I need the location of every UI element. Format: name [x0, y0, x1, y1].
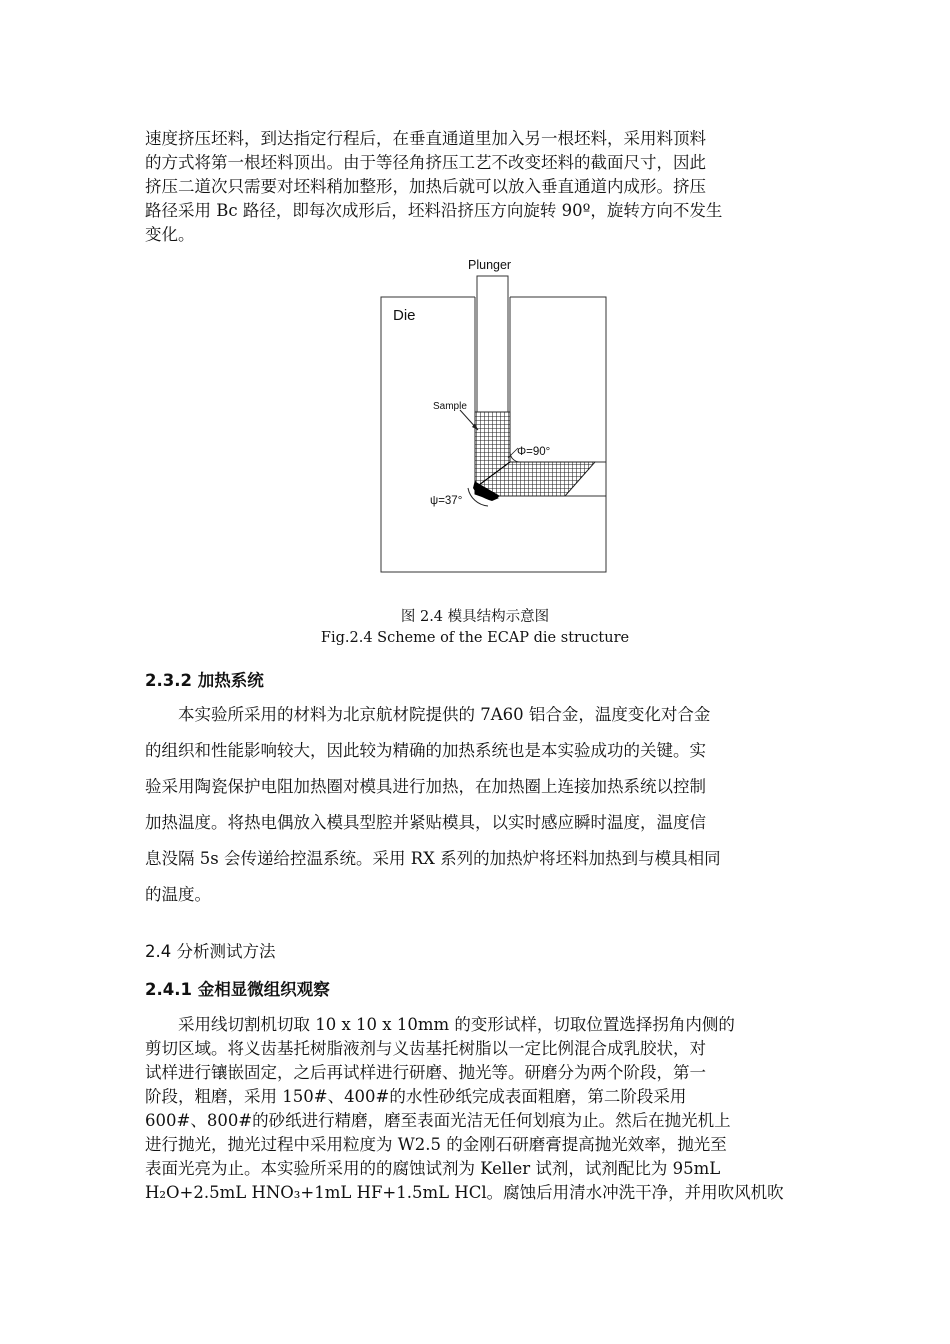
- metallography-paragraph: [145, 1013, 807, 1205]
- text-line: 600#、800#的砂纸进行精磨，磨至表面光洁无任何划痕为止。然后在抛光机上: [145, 1111, 731, 1130]
- die-label: Die: [393, 307, 416, 324]
- text-line: 的组织和性能影响较大，因此较为精确的加热系统也是本实验成功的关键。实: [145, 741, 706, 760]
- intro-paragraph: [145, 127, 807, 247]
- text-line: 的方式将第一根坯料顶出。由于等径角挤压工艺不改变坯料的截面尺寸，因此: [145, 153, 706, 172]
- psi-label: ψ=37°: [430, 495, 463, 507]
- text-line: 表面光亮为止。本实验所采用的的腐蚀试剂为 Keller 试剂，试剂配比为 95mL: [145, 1159, 721, 1178]
- text-line: 验采用陶瓷保护电阻加热圈对模具进行加热，在加热圈上连接加热系统以控制: [145, 777, 706, 796]
- text-line: 阶段，粗磨，采用 150#、400#的水性砂纸完成表面粗磨，第二阶段采用: [145, 1087, 687, 1106]
- text-line: 息没隔 5s 会传递给控温系统。采用 RX 系列的加热炉将坯料加热到与模具相同: [145, 849, 721, 868]
- section-heading-2-4-1: 2.4.1 金相显微组织观察: [145, 980, 330, 999]
- heating-system-paragraph: [145, 697, 807, 913]
- text-line: 进行抛光，抛光过程中采用粒度为 W2.5 的金刚石研磨膏提高抛光效率，抛光至: [145, 1135, 727, 1154]
- section-heading-2-3-2: 2.3.2 加热系统: [145, 671, 264, 690]
- figure-caption-en: Fig.2.4 Scheme of the ECAP die structure: [320, 630, 630, 646]
- phi-label: Φ=90°: [517, 446, 551, 458]
- text-line: 采用线切割机切取 10 x 10 x 10mm 的变形试样，切取位置选择拐角内侧的: [178, 1015, 735, 1034]
- section-heading-2-4: 2.4 分析测试方法: [145, 942, 276, 961]
- text-line: 剪切区域。将义齿基托树脂液剂与义齿基托树脂以一定比例混合成乳胶状，对: [145, 1039, 706, 1058]
- text-line: 变化。: [145, 225, 195, 244]
- plunger-label: Plunger: [468, 258, 512, 272]
- text-line: 速度挤压坯料，到达指定行程后，在垂直通道里加入另一根坯料，采用料顶料: [145, 129, 706, 148]
- text-line: H₂O+2.5mL HNO₃+1mL HF+1.5mL HCl。腐蚀后用清水冲洗干净，并用吹风机吹: [145, 1183, 784, 1202]
- text-line: 的温度。: [145, 885, 211, 904]
- plunger: [477, 276, 508, 412]
- ecap-die-diagram: [360, 252, 640, 582]
- text-line: 试样进行镶嵌固定，之后再试样进行研磨、抛光等。研磨分为两个阶段，第一: [145, 1063, 706, 1082]
- text-line: 本实验所采用的材料为北京航材院提供的 7A60 铝合金，温度变化对合金: [178, 705, 711, 724]
- text-line: 路径采用 Bc 路径，即每次成形后，坯料沿挤压方向旋转 90º，旋转方向不发生: [145, 201, 723, 220]
- sample-label: Sample: [433, 401, 467, 412]
- text-line: 挤压二道次只需要对坯料稍加整形，加热后就可以放入垂直通道内成形。挤压: [145, 177, 706, 196]
- figure-caption-cn: 图 2.4 模具结构示意图: [400, 609, 550, 625]
- ecap-die-figure: [360, 252, 640, 582]
- text-line: 加热温度。将热电偶放入模具型腔并紧贴模具，以实时感应瞬时温度，温度信: [145, 813, 706, 832]
